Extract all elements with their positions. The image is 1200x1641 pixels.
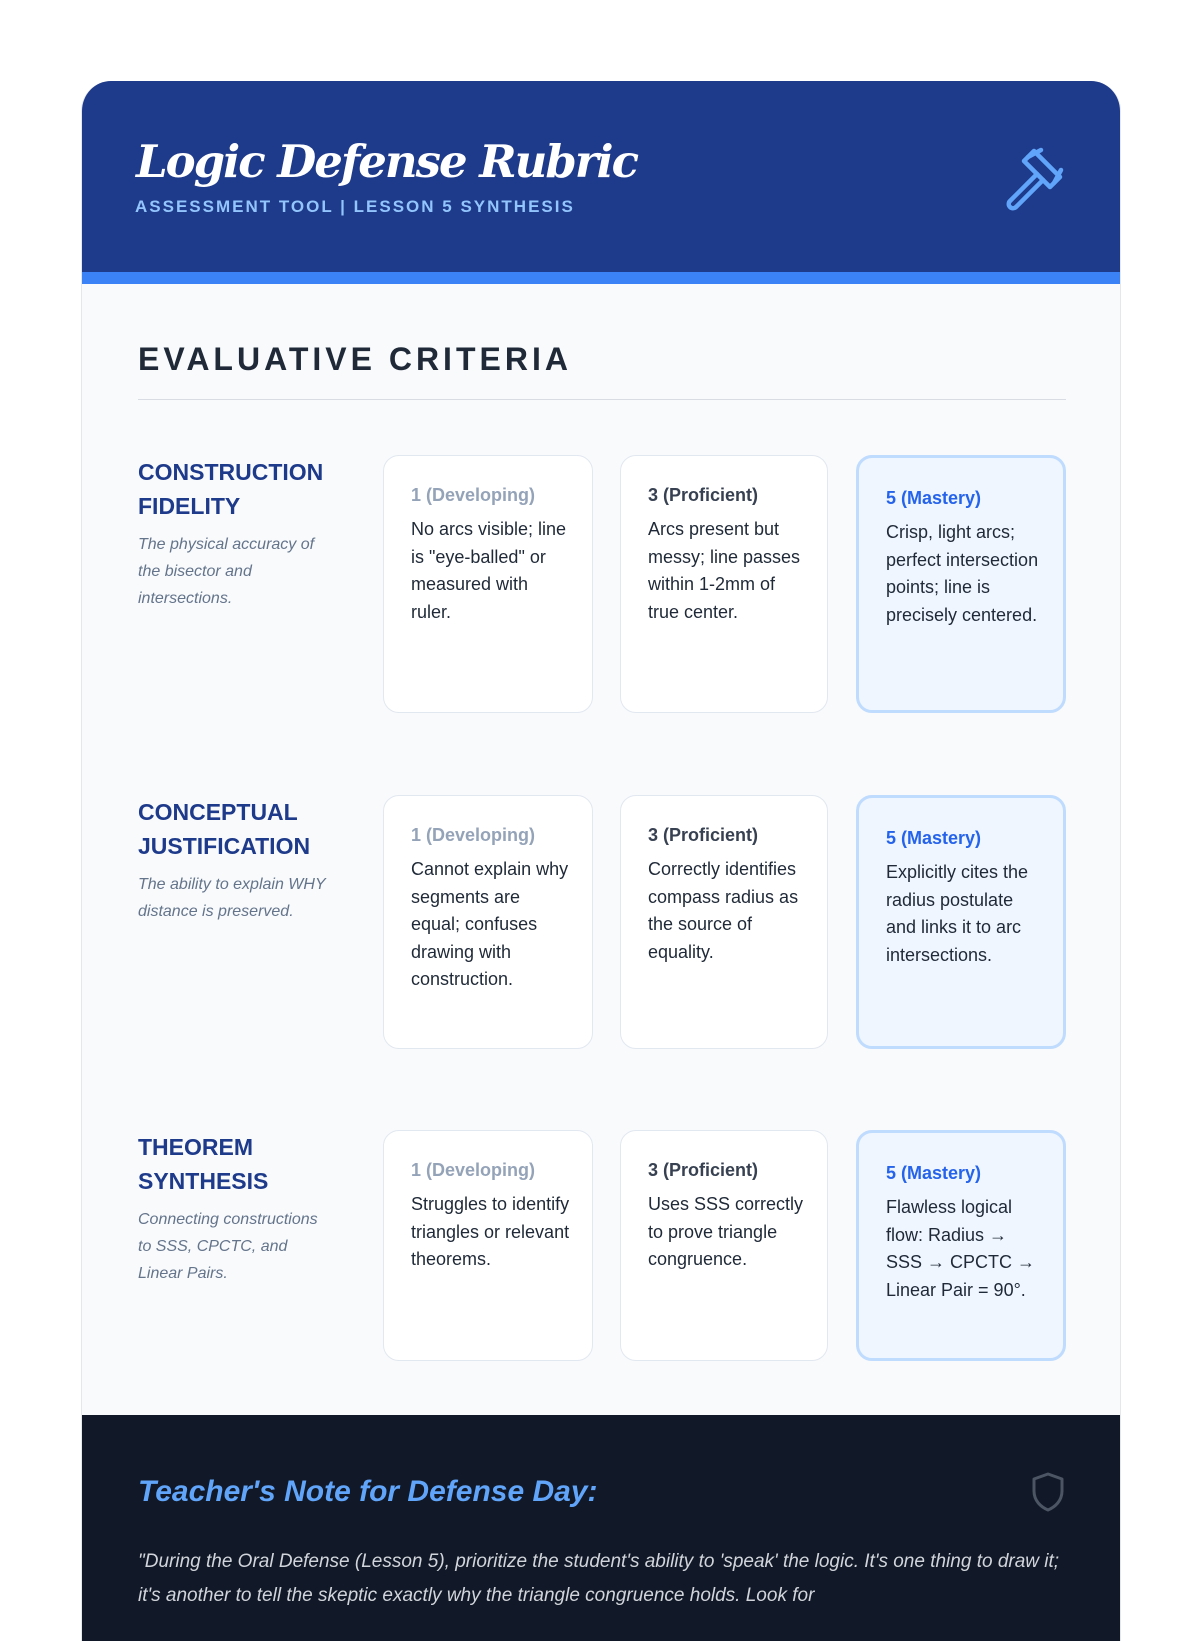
level-label: 5 (Mastery) [886, 828, 982, 848]
level-proficient-card [620, 1130, 828, 1361]
page-subtitle: ASSESSMENT TOOL | LESSON 5 SYNTHESIS [135, 197, 575, 216]
level-proficient-card [620, 455, 828, 713]
note-text: "During the Oral Defense (Lesson 5), prioritize the student's ability to 'speak' the logic. It's one thing to draw it; it's another to tell the skeptic exactly why the triangle congruence holds. Look for [138, 1551, 1060, 1606]
level-mastery-card [856, 455, 1066, 713]
criterion-name: CONSTRUCTION FIDELITY [138, 459, 324, 519]
level-developing-card [383, 795, 593, 1049]
page-title: Logic Defense Rubric [136, 135, 638, 188]
level-description: No arcs visible; line is "eye-balled" or measured with ruler. [411, 519, 567, 622]
level-description: Flawless logical flow: Radius → SSS → CPCTC → Linear Pair = 90°. [886, 1197, 1036, 1300]
level-description: Struggles to identify triangles or relevant theorems. [411, 1194, 570, 1269]
section-title: EVALUATIVE CRITERIA [138, 341, 572, 377]
level-proficient-card [620, 795, 828, 1049]
level-label: 5 (Mastery) [886, 1163, 982, 1183]
level-description: Explicitly cites the radius postulate and links it to arc intersections. [886, 862, 1029, 965]
teacher-note [82, 1415, 1121, 1641]
level-description: Cannot explain why segments are equal; confuses drawing with construction. [411, 859, 569, 989]
level-label: 3 (Proficient) [648, 825, 759, 845]
rubric-card [81, 81, 1121, 1641]
level-label: 3 (Proficient) [648, 1160, 759, 1180]
level-developing-card [383, 1130, 593, 1361]
gavel-icon [1000, 145, 1066, 211]
criterion-description: The physical accuracy of the bisector and intersections. [138, 536, 315, 607]
level-label: 5 (Mastery) [886, 488, 982, 508]
criterion-name: THEOREM SYNTHESIS [138, 1134, 269, 1194]
level-description: Arcs present but messy; line passes within 1-2mm of true center. [648, 519, 801, 622]
shield-icon [1030, 1471, 1066, 1513]
note-title: Teacher's Note for Defense Day: [138, 1475, 598, 1508]
level-label: 1 (Developing) [411, 1160, 536, 1180]
criterion-description: Connecting constructions to SSS, CPCTC, and Linear Pairs. [138, 1211, 318, 1282]
level-mastery-card [856, 795, 1066, 1049]
criterion-description: The ability to explain WHY distance is preserved. [138, 876, 326, 920]
level-developing-card [383, 455, 593, 713]
criterion-name: CONCEPTUAL JUSTIFICATION [138, 799, 311, 859]
level-mastery-card [856, 1130, 1066, 1361]
level-label: 1 (Developing) [411, 485, 536, 505]
section-divider [138, 399, 1066, 400]
level-description: Uses SSS correctly to prove triangle congruence. [648, 1194, 804, 1269]
level-label: 1 (Developing) [411, 825, 536, 845]
level-description: Crisp, light arcs; perfect intersection points; line is precisely centered. [886, 522, 1039, 625]
level-label: 3 (Proficient) [648, 485, 759, 505]
header [82, 81, 1121, 284]
level-description: Correctly identifies compass radius as the source of equality. [648, 859, 799, 962]
